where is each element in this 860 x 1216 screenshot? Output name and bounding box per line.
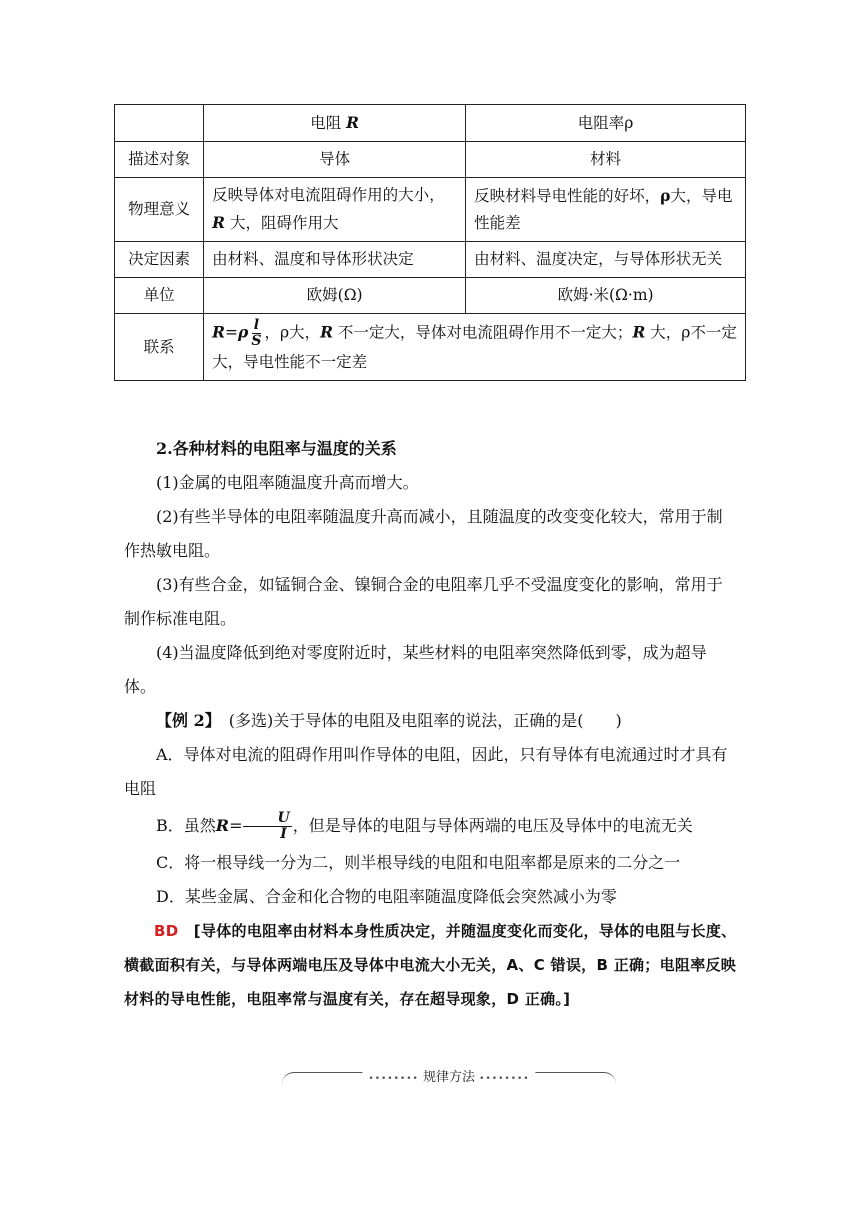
section-title: 2.各种材料的电阻率与温度的关系 xyxy=(156,439,397,458)
body-text xyxy=(124,432,738,1016)
header-empty-cell xyxy=(115,105,204,142)
paragraph: (4)当温度降低到绝对零度附近时，某些材料的电阻率突然降低到零，成为超导体。 xyxy=(124,643,707,696)
table-row xyxy=(115,242,746,278)
option-a: A．导体对电流的阻碍作用叫作导体的电阻，因此，只有导体有电流通过时才具有电阻 xyxy=(124,745,728,798)
example-stem: 【例 2】 (多选)关于导体的电阻及电阻率的说法，正确的是( ) xyxy=(156,711,622,730)
cell-resistance: 反映导体对电流阻碍作用的大小， R 大，阻碍作用大 xyxy=(204,178,466,242)
paragraph: (1)金属的电阻率随温度升高而增大。 xyxy=(156,473,419,492)
cell-resistance: 由材料、温度和导体形状决定 xyxy=(204,242,466,278)
row-label: 联系 xyxy=(115,314,204,381)
answer-explanation: BD [导体的电阻率由材料本身性质决定，并随温度变化而变化，导体的电阻与长度、横截面积有关，与导体两端电压及导体中电流大小无关，A、C 错误，B 正确；电阻率反映材料的导电性能，电阻率常与温度有关，存在超导现象，D 正确。] xyxy=(124,922,737,1008)
table-row xyxy=(115,178,746,242)
cell-resistivity: 由材料、温度决定，与导体形状无关 xyxy=(466,242,746,278)
example-label: 【例 2】 xyxy=(156,711,213,730)
paragraph: (3)有些合金，如锰铜合金、镍铜合金的电阻率几乎不受温度变化的影响，常用于制作标准电阻。 xyxy=(124,575,723,628)
option-b: B．虽然R= $\frac{U}{I}$ ，但是导体的电阻与导体两端的电压及导体中的电流无关 xyxy=(156,810,693,842)
table-row xyxy=(115,314,746,381)
method-tag xyxy=(282,1066,616,1088)
table-row xyxy=(115,142,746,178)
row-label: 单位 xyxy=(115,278,204,314)
row-label: 决定因素 xyxy=(115,242,204,278)
header-resistance: 电阻 R xyxy=(204,105,466,142)
cell-resistivity: 欧姆·米(Ω·m) xyxy=(466,278,746,314)
fraction-l-over-s: $\frac{l}{S}$ xyxy=(251,317,262,349)
cell-resistance: 欧姆(Ω) xyxy=(204,278,466,314)
option-d: D．某些金属、合金和化合物的电阻率随温度降低会突然减小为零 xyxy=(156,887,617,906)
fraction-u-over-i: $\frac{U}{I}$ xyxy=(243,811,291,842)
cell-relation: R=ρ $\frac{l}{S}$ ，ρ大，R 不一定大，导体对电流阻碍作用不一定大；R 大，ρ不一定大，导电性能不一定差 xyxy=(204,314,746,381)
table-row xyxy=(115,278,746,314)
option-c: C．将一根导线一分为二，则半根导线的电阻和电阻率都是原来的二分之一 xyxy=(156,853,681,872)
tag-label: •••••••• 规律方法 •••••••• xyxy=(362,1066,535,1085)
header-resistivity: 电阻率ρ xyxy=(466,105,746,142)
row-label: 描述对象 xyxy=(115,142,204,178)
table-header-row xyxy=(115,105,746,142)
row-label: 物理意义 xyxy=(115,178,204,242)
resistance-comparison-table xyxy=(114,104,746,381)
cell-resistivity: 反映材料导电性能的好坏，ρ大，导电性能差 xyxy=(466,178,746,242)
answer-key: BD xyxy=(154,922,179,940)
cell-resistivity: 材料 xyxy=(466,142,746,178)
cell-resistance: 导体 xyxy=(204,142,466,178)
paragraph: (2)有些半导体的电阻率随温度升高而减小，且随温度的改变变化较大，常用于制作热敏电阻。 xyxy=(124,507,723,560)
